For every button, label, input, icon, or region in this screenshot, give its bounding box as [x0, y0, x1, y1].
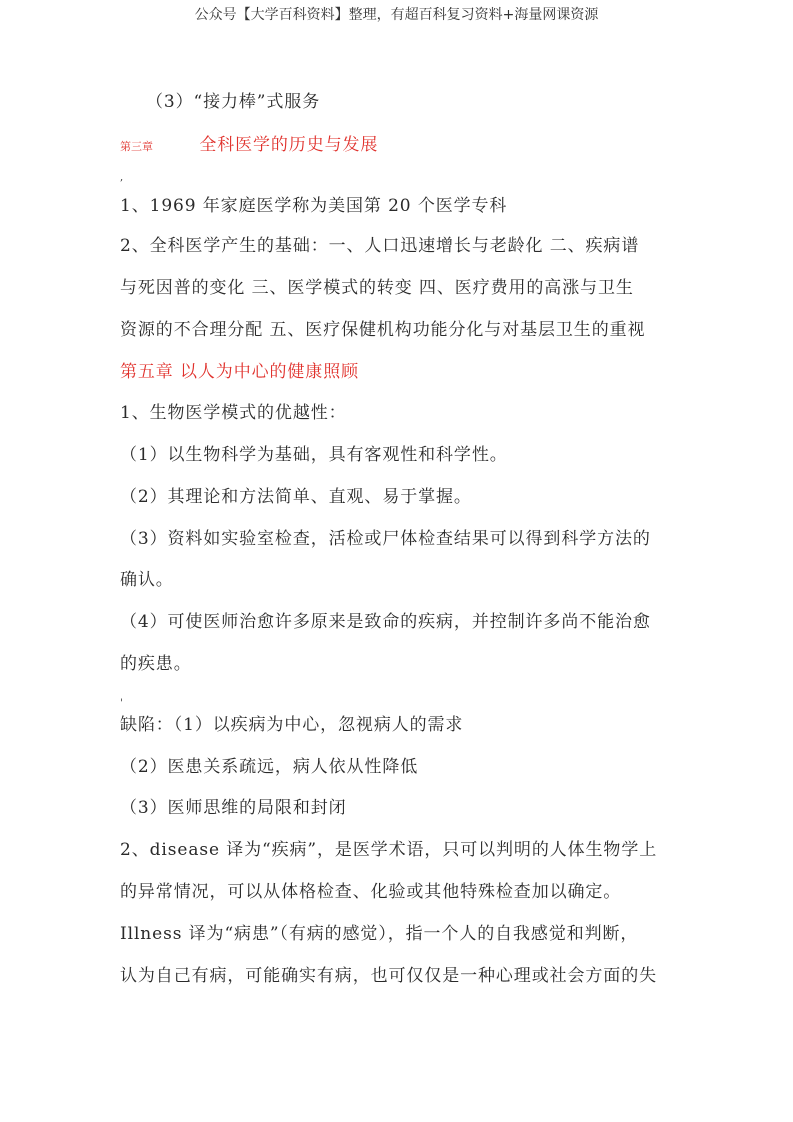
body-line: （2）医患关系疏远，病人依从性降低	[120, 757, 419, 777]
body-line: 1、1969 年家庭医学称为美国第 20 个医学专科	[120, 196, 508, 216]
stray-mark: '	[120, 698, 123, 709]
body-line: （4）可使医师治愈许多原来是致命的疾病，并控制许多尚不能治愈	[120, 612, 651, 632]
body-line: Illness 译为“病患”（有病的感觉），指一个人的自我感觉和判断，	[120, 924, 639, 944]
body-line: 1、生物医学模式的优越性：	[120, 403, 347, 423]
stray-comma: ,	[120, 172, 124, 183]
chapter-5-heading: 第五章 以人为中心的健康照顾	[120, 362, 360, 382]
chapter-3-label: 第三章	[120, 140, 153, 153]
page-header: 公众号【大学百科资料】整理，有超百科复习资料+海量网课资源	[194, 7, 599, 23]
body-line: （3）医师思维的局限和封闭	[120, 798, 347, 818]
body-line: （1）以生物科学为基础，具有客观性和科学性。	[120, 445, 508, 465]
body-line: 与死因普的变化 三、医学模式的转变 四、医疗费用的高涨与卫生	[120, 278, 634, 298]
body-line: （3）资料如实验室检查，活检或尸体检查结果可以得到科学方法的	[120, 529, 651, 549]
body-line: 的疾患。	[120, 654, 192, 674]
body-line: 缺陷：（1）以疾病为中心，忽视病人的需求	[120, 715, 464, 735]
chapter-3-title: 全科医学的历史与发展	[199, 135, 379, 155]
chapter-3-heading	[120, 133, 378, 159]
body-line: 确认。	[120, 570, 174, 590]
body-line: 2、disease 译为“疾病”，是医学术语，只可以判明的人体生物学上	[120, 840, 658, 860]
body-line: 资源的不合理分配 五、医疗保健机构功能分化与对基层卫生的重视	[120, 320, 646, 340]
body-line: 的异常情况，可以从体格检查、化验或其他特殊检查加以确定。	[120, 882, 622, 902]
body-line: （2）其理论和方法简单、直观、易于掌握。	[120, 487, 472, 507]
body-line: 2、全科医学产生的基础：一、人口迅速增长与老龄化 二、疾病谱	[120, 236, 640, 256]
relay-service-line: （3）“接力棒”式服务	[146, 92, 321, 112]
body-line: 认为自己有病，可能确实有病，也可仅仅是一种心理或社会方面的失	[120, 966, 657, 986]
